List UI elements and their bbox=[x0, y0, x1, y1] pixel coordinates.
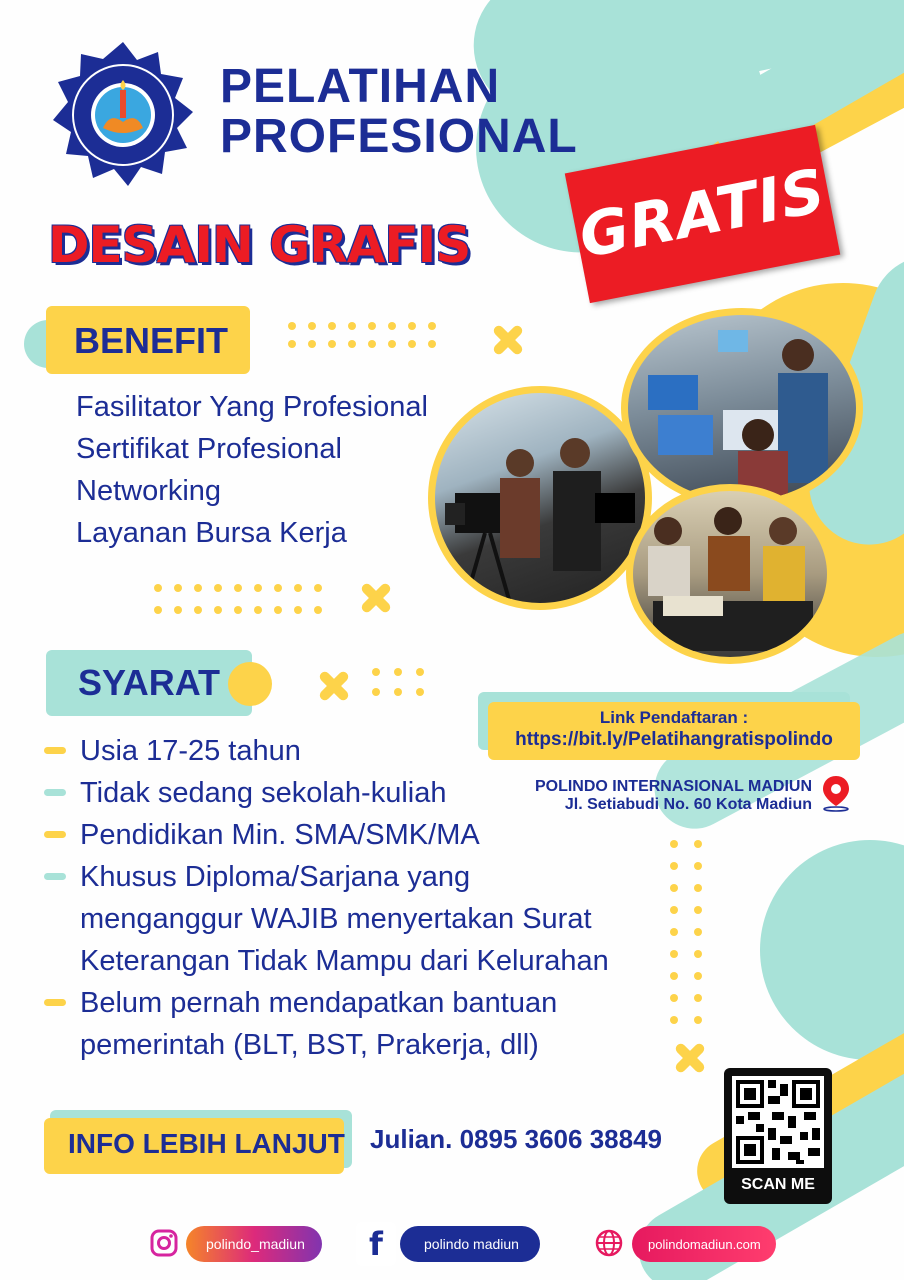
contact-person[interactable]: Julian. 0895 3606 38849 bbox=[370, 1124, 663, 1154]
syarat-item: Khusus Diploma/Sarjana yang bbox=[80, 861, 471, 893]
program-title: DESAIN GRAFIS bbox=[48, 216, 471, 274]
qr-code-image bbox=[732, 1076, 824, 1168]
website-link[interactable] bbox=[632, 1226, 776, 1262]
qr-caption: SCAN ME bbox=[741, 1176, 815, 1193]
syarat-item-cont: menganggur WAJIB menyertakan Surat bbox=[80, 903, 592, 935]
syarat-item: Usia 17-25 tahun bbox=[80, 735, 301, 767]
qr-code-card[interactable] bbox=[724, 1068, 832, 1204]
syarat-item-cont: pemerintah (BLT, BST, Prakerja, dll) bbox=[80, 1029, 539, 1061]
instagram-link[interactable] bbox=[186, 1226, 322, 1262]
info-heading: INFO LEBIH LANJUT bbox=[68, 1128, 345, 1159]
polindo-logo bbox=[48, 40, 198, 190]
facebook-link[interactable] bbox=[400, 1226, 540, 1262]
photo-camera-crew bbox=[428, 386, 652, 610]
registration-box bbox=[488, 702, 860, 760]
syarat-heading-circle bbox=[228, 662, 272, 706]
teal-dot-lower bbox=[788, 895, 816, 923]
facebook-handle: polindo madiun bbox=[424, 1236, 519, 1252]
syarat-dots-decoration bbox=[372, 668, 424, 696]
benefit-item: Sertifikat Profesional bbox=[76, 433, 342, 465]
gratis-label: GRATIS bbox=[573, 155, 832, 273]
title-line-1: PELATIHAN bbox=[220, 60, 501, 113]
photo-screen-printing bbox=[626, 484, 834, 664]
instagram-icon bbox=[148, 1227, 180, 1259]
website-url: polindomadiun.com bbox=[648, 1236, 761, 1252]
syarat-bullet bbox=[44, 789, 66, 796]
syarat-bullet bbox=[44, 999, 66, 1006]
x-mark-decoration-4 bbox=[672, 1040, 708, 1076]
syarat-item-cont: Keterangan Tidak Mampu dari Kelurahan bbox=[80, 945, 609, 977]
photo-computer-lab bbox=[621, 308, 863, 508]
address-block bbox=[500, 778, 812, 814]
benefit-item: Networking bbox=[76, 475, 222, 507]
registration-label: Link Pendaftaran : bbox=[599, 708, 749, 727]
vertical-dots-decoration bbox=[670, 840, 702, 1024]
benefit-dots-lower bbox=[154, 584, 322, 614]
syarat-item: Pendidikan Min. SMA/SMK/MA bbox=[80, 819, 480, 851]
syarat-heading: SYARAT bbox=[78, 662, 221, 703]
facebook-icon: f bbox=[356, 1222, 396, 1266]
benefit-item: Fasilitator Yang Profesional bbox=[76, 391, 428, 423]
map-pin-icon bbox=[820, 774, 852, 812]
syarat-bullet bbox=[44, 747, 66, 754]
benefit-dots-decoration bbox=[288, 322, 436, 348]
address-name: POLINDO INTERNASIONAL MADIUN bbox=[534, 778, 812, 795]
syarat-item: Belum pernah mendapatkan bantuan bbox=[80, 987, 558, 1019]
title-line-2: PROFESIONAL bbox=[220, 110, 578, 163]
syarat-bullet bbox=[44, 873, 66, 880]
registration-link[interactable]: https://bit.ly/Pelatihangratispolindo bbox=[515, 729, 833, 750]
x-mark-decoration-1 bbox=[490, 322, 526, 358]
x-mark-decoration-2 bbox=[358, 580, 394, 616]
benefit-item: Layanan Bursa Kerja bbox=[76, 517, 347, 549]
teal-blob-lower bbox=[760, 840, 904, 1060]
syarat-bullet bbox=[44, 831, 66, 838]
globe-icon bbox=[592, 1226, 626, 1260]
address-street: Jl. Setiabudi No. 60 Kota Madiun bbox=[564, 796, 812, 813]
syarat-item: Tidak sedang sekolah-kuliah bbox=[80, 777, 447, 809]
benefit-list bbox=[76, 386, 428, 554]
benefit-heading: BENEFIT bbox=[74, 320, 229, 361]
instagram-handle: polindo_madiun bbox=[206, 1236, 305, 1252]
x-mark-decoration-3 bbox=[316, 668, 352, 704]
